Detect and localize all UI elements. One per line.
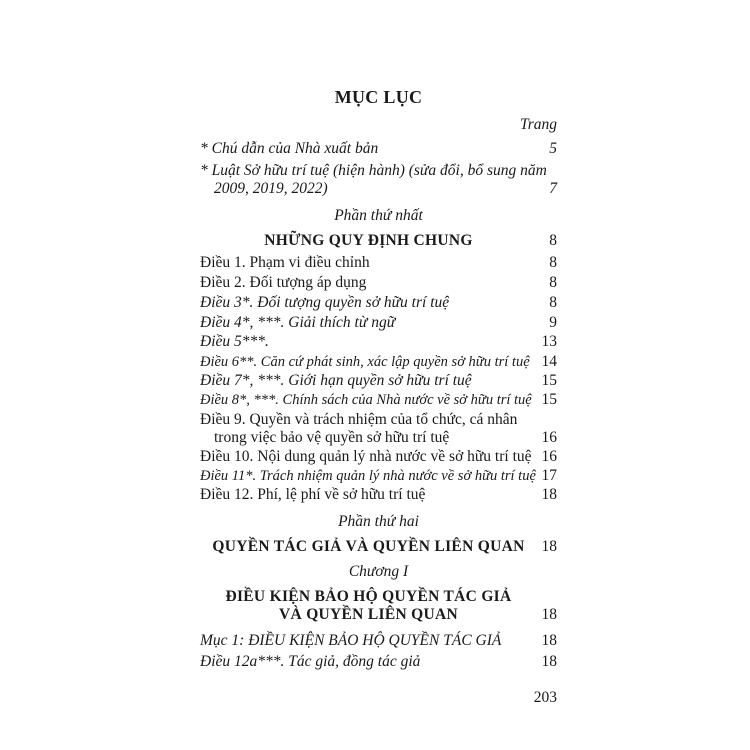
chapter-heading [200, 588, 557, 624]
entry-page: 17 [541, 467, 557, 484]
entry-text: Điều 8*, ***. Chính sách của Nhà nước về sở hữu trí tuệ [200, 392, 532, 408]
toc-entry [200, 140, 557, 158]
entry-text: Điều 1. Phạm vi điều chỉnh [200, 254, 370, 271]
toc-entry [200, 467, 557, 485]
toc-entry [200, 333, 557, 351]
page-number: 203 [533, 689, 557, 706]
entry-page: 18 [541, 606, 557, 623]
page-column-label: Trang [519, 116, 557, 133]
chapter-label: Chương I [348, 563, 409, 580]
entry-page: 16 [541, 448, 557, 465]
entry-text: Điều 3*. Đối tượng quyền sở hữu trí tuệ [200, 294, 450, 311]
entry-page: 7 [549, 180, 557, 197]
entry-page: 18 [541, 538, 557, 555]
entry-text-cont: trong việc bảo vệ quyền sở hữu trí tuệ [214, 429, 450, 446]
entry-text: Điều 6**. Căn cứ phát sinh, xác lập quyền sở hữu trí tuệ [200, 354, 530, 370]
toc-entry [200, 254, 557, 272]
toc-entry [200, 653, 557, 671]
entry-text: Điều 7*, ***. Giới hạn quyền sở hữu trí tuệ [200, 372, 472, 389]
entry-page: 13 [541, 333, 557, 350]
entry-text: Điều 12a***. Tác giả, đồng tác giả [200, 653, 421, 670]
toc-entry [200, 391, 557, 409]
chapter-title-line2: VÀ QUYỀN LIÊN QUAN [279, 606, 458, 623]
entry-text-cont: 2009, 2019, 2022) [214, 180, 328, 197]
entry-page: 9 [549, 314, 557, 331]
part-heading [200, 232, 557, 250]
entry-text: Mục 1: ĐIỀU KIỆN BẢO HỘ QUYỀN TÁC GIẢ [200, 632, 502, 649]
entry-page: 18 [541, 632, 557, 649]
part-title: NHỮNG QUY ĐỊNH CHUNG [264, 232, 473, 249]
entry-page: 14 [541, 353, 557, 370]
toc-entry [200, 294, 557, 312]
page-title: MỤC LỤC [334, 87, 423, 107]
entry-text: * Luật Sở hữu trí tuệ (hiện hành) (sửa đổi, bổ sung năm [200, 162, 547, 179]
part-heading [200, 538, 557, 556]
entry-page: 18 [541, 486, 557, 503]
entry-page: 8 [549, 294, 557, 311]
entry-page: 8 [549, 254, 557, 271]
entry-text: Điều 2. Đối tượng áp dụng [200, 274, 367, 291]
toc-entry [200, 372, 557, 390]
entry-text: Điều 5***. [200, 333, 269, 350]
entry-text: Điều 11*. Trách nhiệm quản lý nhà nước về sở hữu trí tuệ [200, 468, 536, 484]
entry-page: 8 [549, 274, 557, 291]
toc-entry [200, 274, 557, 292]
entry-page: 8 [549, 232, 557, 249]
toc-entry [200, 314, 557, 332]
entry-text: * Chú dẫn của Nhà xuất bản [200, 140, 379, 157]
entry-page: 5 [549, 140, 557, 157]
part-label: Phần thứ nhất [334, 207, 423, 224]
toc-entry [200, 353, 557, 371]
entry-text: Điều 10. Nội dung quản lý nhà nước về sở hữu trí tuệ [200, 448, 532, 465]
entry-page: 15 [541, 391, 557, 408]
toc-entry [200, 448, 557, 466]
section-entry [200, 632, 557, 650]
entry-text: Điều 9. Quyền và trách nhiệm của tổ chức, cá nhân [200, 411, 518, 428]
entry-page: 18 [541, 653, 557, 670]
entry-text: Điều 4*, ***. Giải thích từ ngữ [200, 314, 396, 331]
entry-text: Điều 12. Phí, lệ phí về sở hữu trí tuệ [200, 486, 426, 503]
part-title: QUYỀN TÁC GIẢ VÀ QUYỀN LIÊN QUAN [212, 538, 525, 555]
toc-entry [200, 486, 557, 504]
entry-page: 15 [541, 372, 557, 389]
chapter-title-line1: ĐIỀU KIỆN BẢO HỘ QUYỀN TÁC GIẢ [225, 588, 512, 605]
toc-entry [200, 162, 557, 198]
entry-page: 16 [541, 429, 557, 446]
toc-entry [200, 411, 557, 447]
part-label: Phần thứ hai [338, 513, 419, 530]
